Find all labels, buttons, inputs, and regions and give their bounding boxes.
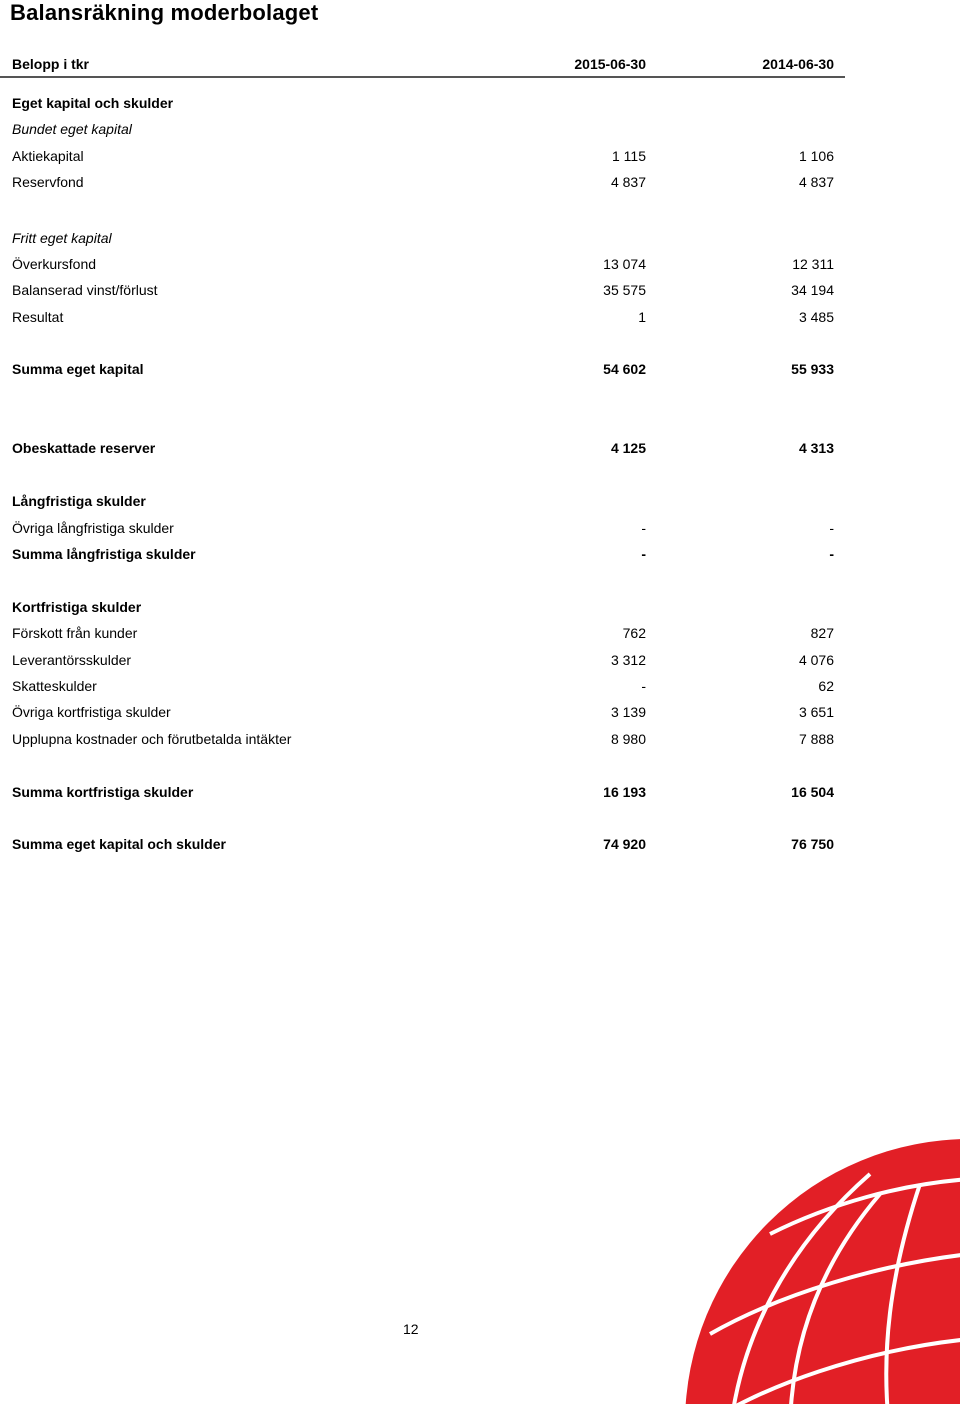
row-label: Balanserad vinst/förlust [12, 282, 158, 298]
value-2014: - [829, 546, 834, 562]
row-label: Resultat [12, 309, 64, 325]
table-row [0, 306, 960, 328]
value-2014: 4 313 [798, 440, 834, 456]
value-2014: 16 504 [791, 784, 834, 800]
row-label: Övriga kortfristiga skulder [12, 704, 171, 720]
table-row [0, 118, 960, 140]
table-row [0, 517, 960, 539]
table-row [0, 437, 960, 459]
value-2014: 827 [810, 625, 834, 641]
value-2014: 3 485 [798, 309, 834, 325]
value-2014: 1 106 [798, 148, 834, 164]
row-label: Skatteskulder [12, 678, 97, 694]
page-title: Balansräkning moderbolaget [10, 0, 319, 25]
value-2015: 4 125 [610, 440, 646, 456]
corner-globe-decoration [670, 1134, 960, 1404]
value-2015: 1 115 [612, 148, 646, 164]
row-label: Leverantörsskulder [12, 652, 132, 668]
value-2014: 7 888 [798, 731, 834, 747]
value-2014: 62 [818, 678, 834, 694]
table-row [0, 227, 960, 249]
table-row [0, 596, 960, 618]
row-label: Övriga långfristiga skulder [12, 520, 174, 536]
value-2015: 8 980 [610, 731, 646, 747]
table-row [0, 92, 960, 114]
table-row [0, 279, 960, 301]
table-row [0, 490, 960, 512]
row-label: Aktiekapital [12, 148, 84, 164]
value-2014: 4 837 [798, 174, 834, 190]
value-2015: 762 [622, 625, 646, 641]
row-label: Summa eget kapital och skulder [12, 836, 226, 852]
value-2015: 1 [638, 309, 646, 325]
header-col-2014: 2014-06-30 [762, 56, 834, 72]
header-label: Belopp i tkr [12, 56, 90, 72]
row-label: Summa eget kapital [12, 361, 144, 377]
page-number: 12 [403, 1321, 419, 1337]
row-label: Summa kortfristiga skulder [12, 784, 194, 800]
header-divider [0, 76, 845, 78]
value-2014: 55 933 [791, 361, 834, 377]
table-header-row [0, 53, 960, 75]
table-row [0, 358, 960, 380]
value-2014: 12 311 [792, 256, 834, 272]
value-2015: - [641, 546, 646, 562]
value-2015: 35 575 [603, 282, 646, 298]
row-label: Överkursfond [12, 256, 97, 272]
row-label: Summa långfristiga skulder [12, 546, 196, 562]
table-row [0, 833, 960, 855]
row-label: Långfristiga skulder [12, 493, 146, 509]
table-row [0, 145, 960, 167]
value-2015: - [641, 678, 646, 694]
table-row [0, 171, 960, 193]
table-row [0, 701, 960, 723]
row-label: Upplupna kostnader och förutbetalda intäkter [12, 731, 292, 747]
value-2015: 3 139 [610, 704, 646, 720]
value-2015: - [641, 520, 646, 536]
value-2014: - [829, 520, 834, 536]
table-row [0, 622, 960, 644]
value-2015: 3 312 [610, 652, 646, 668]
value-2015: 74 920 [603, 836, 646, 852]
value-2015: 4 837 [610, 174, 646, 190]
value-2015: 13 074 [603, 256, 646, 272]
row-label: Eget kapital och skulder [12, 95, 174, 111]
table-row [0, 253, 960, 275]
value-2015: 54 602 [603, 361, 646, 377]
row-label: Reservfond [12, 174, 84, 190]
table-row [0, 675, 960, 697]
row-label: Kortfristiga skulder [12, 599, 142, 615]
table-row [0, 649, 960, 671]
value-2014: 76 750 [791, 836, 834, 852]
table-row [0, 781, 960, 803]
value-2014: 34 194 [791, 282, 834, 298]
row-label: Bundet eget kapital [12, 121, 132, 137]
value-2015: 16 193 [603, 784, 646, 800]
row-label: Fritt eget kapital [12, 230, 112, 246]
table-row [0, 543, 960, 565]
row-label: Förskott från kunder [12, 625, 138, 641]
row-label: Obeskattade reserver [12, 440, 156, 456]
value-2014: 4 076 [798, 652, 834, 668]
header-col-2015: 2015-06-30 [574, 56, 646, 72]
value-2014: 3 651 [798, 704, 834, 720]
table-row [0, 728, 960, 750]
